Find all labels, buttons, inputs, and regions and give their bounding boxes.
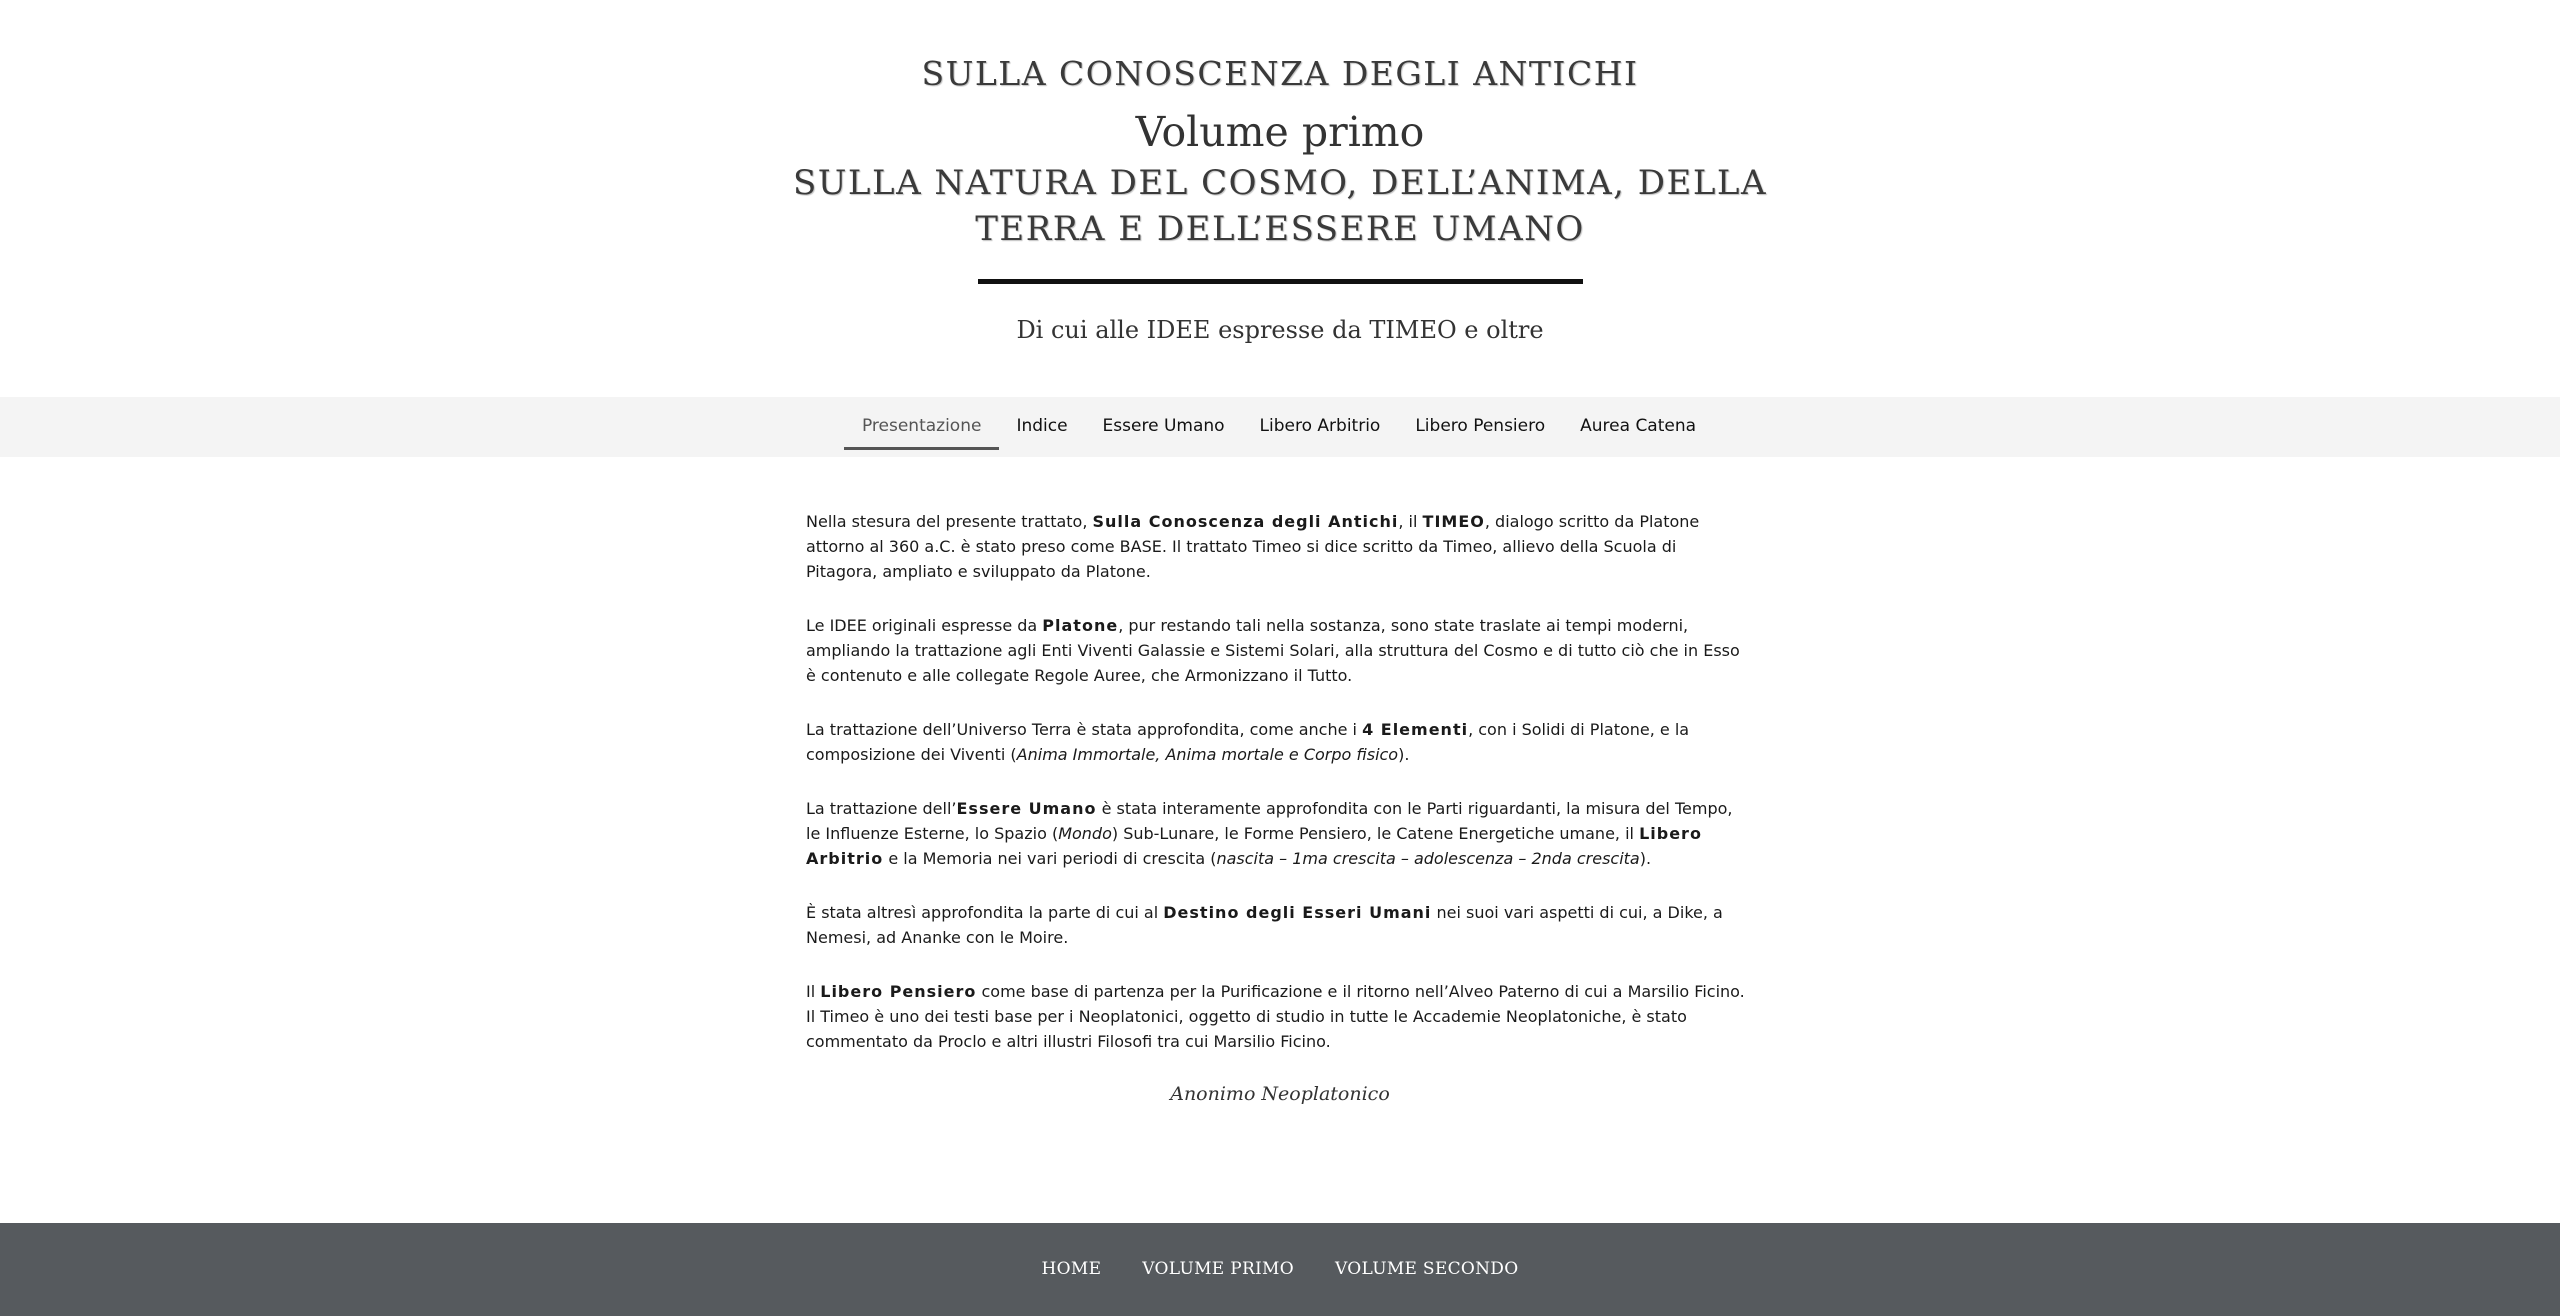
paragraph-3: [806, 717, 1751, 767]
text: , il: [1398, 512, 1423, 531]
nav-item-aurea-catena[interactable]: Aurea Catena: [1580, 415, 1697, 436]
text: è stata interamente approfondita con le Parti riguardanti, la misura del Tempo, le Influenze Esterne, lo Spazio (: [806, 799, 1733, 843]
text: ).: [1639, 849, 1652, 868]
text: È stata altresì approfondita la parte di cui al: [806, 903, 1164, 922]
text: Nella stesura del presente trattato,: [806, 512, 1093, 531]
nav-item-libero-arbitrio[interactable]: Libero Arbitrio: [1259, 415, 1381, 436]
text: Le IDEE originali espresse da: [806, 616, 1043, 635]
paragraph-6: [806, 979, 1751, 1054]
nav-item-indice[interactable]: Indice: [1016, 415, 1068, 436]
main-content: [806, 509, 1751, 1083]
emphasis: Essere Umano: [956, 799, 1097, 818]
text: e la Memoria nei vari periodi di crescita (: [883, 849, 1217, 868]
footer-link-volume-primo[interactable]: VOLUME PRIMO: [1142, 1259, 1295, 1279]
text: , dialogo scritto da Platone attorno al 360 a.C. è stato preso come BASE. Il trattato Timeo si dice scritto da Timeo, allievo della Scuola di Pitagora, ampliato e sviluppato da Platone.: [806, 512, 1700, 581]
nav-item-presentazione[interactable]: Presentazione: [844, 401, 998, 450]
footer-nav: [1042, 1257, 1519, 1281]
nav-items: [844, 397, 1713, 457]
site-footer: [0, 1223, 2560, 1316]
main-nav: [0, 397, 2560, 457]
emphasis: Libero Pensiero: [820, 982, 977, 1001]
paragraph-4: [806, 796, 1751, 871]
text: nei suoi vari aspetti di cui, a Dike, a Nemesi, ad Ananke con le Moire.: [806, 903, 1723, 947]
emphasis: Sulla Conoscenza degli Antichi: [1092, 512, 1399, 531]
text: La trattazione dell’: [806, 799, 957, 818]
footer-link-volume-secondo[interactable]: VOLUME SECONDO: [1335, 1259, 1519, 1279]
text: come base di partenza per la Purificazione e il ritorno nell’Alveo Paterno di cui a Marsilio Ficino. Il Timeo è uno dei testi base per i Neoplatonici, oggetto di studio in tutte le Accademie Neoplatoniche, è stato commentato da Proclo e altri illustri Filosofi tra cui Marsilio Ficino.: [806, 982, 1745, 1051]
emphasis: Platone: [1042, 616, 1119, 635]
text: , pur restando tali nella sostanza, sono state traslate ai tempi moderni, ampliando la trattazione agli Enti Viventi Galassie e Sistemi Solari, alla struttura del Cosmo e di tutto ciò che in Esso è contenuto e alle collegate Regole Auree, che Armonizzano il Tutto.: [806, 616, 1740, 685]
site-header: [0, 0, 2560, 397]
footer-link-home[interactable]: HOME: [1041, 1259, 1102, 1279]
text: Il: [806, 982, 821, 1001]
emphasis: TIMEO: [1422, 512, 1485, 531]
italic-text: nascita – 1ma crescita – adolescenza – 2nda crescita: [1216, 849, 1640, 868]
volume-title: Volume primo: [1135, 108, 1425, 156]
paragraph-5: [806, 900, 1751, 950]
text: ) Sub-Lunare, le Forme Pensiero, le Catene Energetiche umane, il: [1111, 824, 1640, 843]
emphasis: Destino degli Esseri Umani: [1163, 903, 1432, 922]
header-divider: [978, 279, 1583, 284]
paragraph-2: [806, 613, 1751, 688]
nav-item-libero-pensiero[interactable]: Libero Pensiero: [1415, 415, 1546, 436]
emphasis: 4 Elementi: [1362, 720, 1469, 739]
nav-item-essere-umano[interactable]: Essere Umano: [1102, 415, 1225, 436]
volume-subtitle: SULLA NATURA DEL COSMO, DELL’ANIMA, DELLA TERRA E DELL’ESSERE UMANO: [792, 163, 1768, 249]
text: La trattazione dell’Universo Terra è stata approfondita, come anche i: [806, 720, 1363, 739]
site-title: SULLA CONOSCENZA DEGLI ANTICHI: [921, 54, 1639, 93]
text: , con i Solidi di Platone, e la composizione dei Viventi (: [806, 720, 1690, 764]
tagline: Di cui alle IDEE espresse da TIMEO e oltre: [1016, 316, 1544, 344]
italic-text: Mondo: [1058, 824, 1112, 843]
signature: Anonimo Neoplatonico: [1170, 1083, 1390, 1105]
text: ).: [1398, 745, 1410, 764]
italic-text: Anima Immortale, Anima mortale e Corpo fisico: [1016, 745, 1399, 764]
emphasis: Libero Arbitrio: [806, 824, 1702, 868]
paragraph-1: [806, 509, 1751, 584]
